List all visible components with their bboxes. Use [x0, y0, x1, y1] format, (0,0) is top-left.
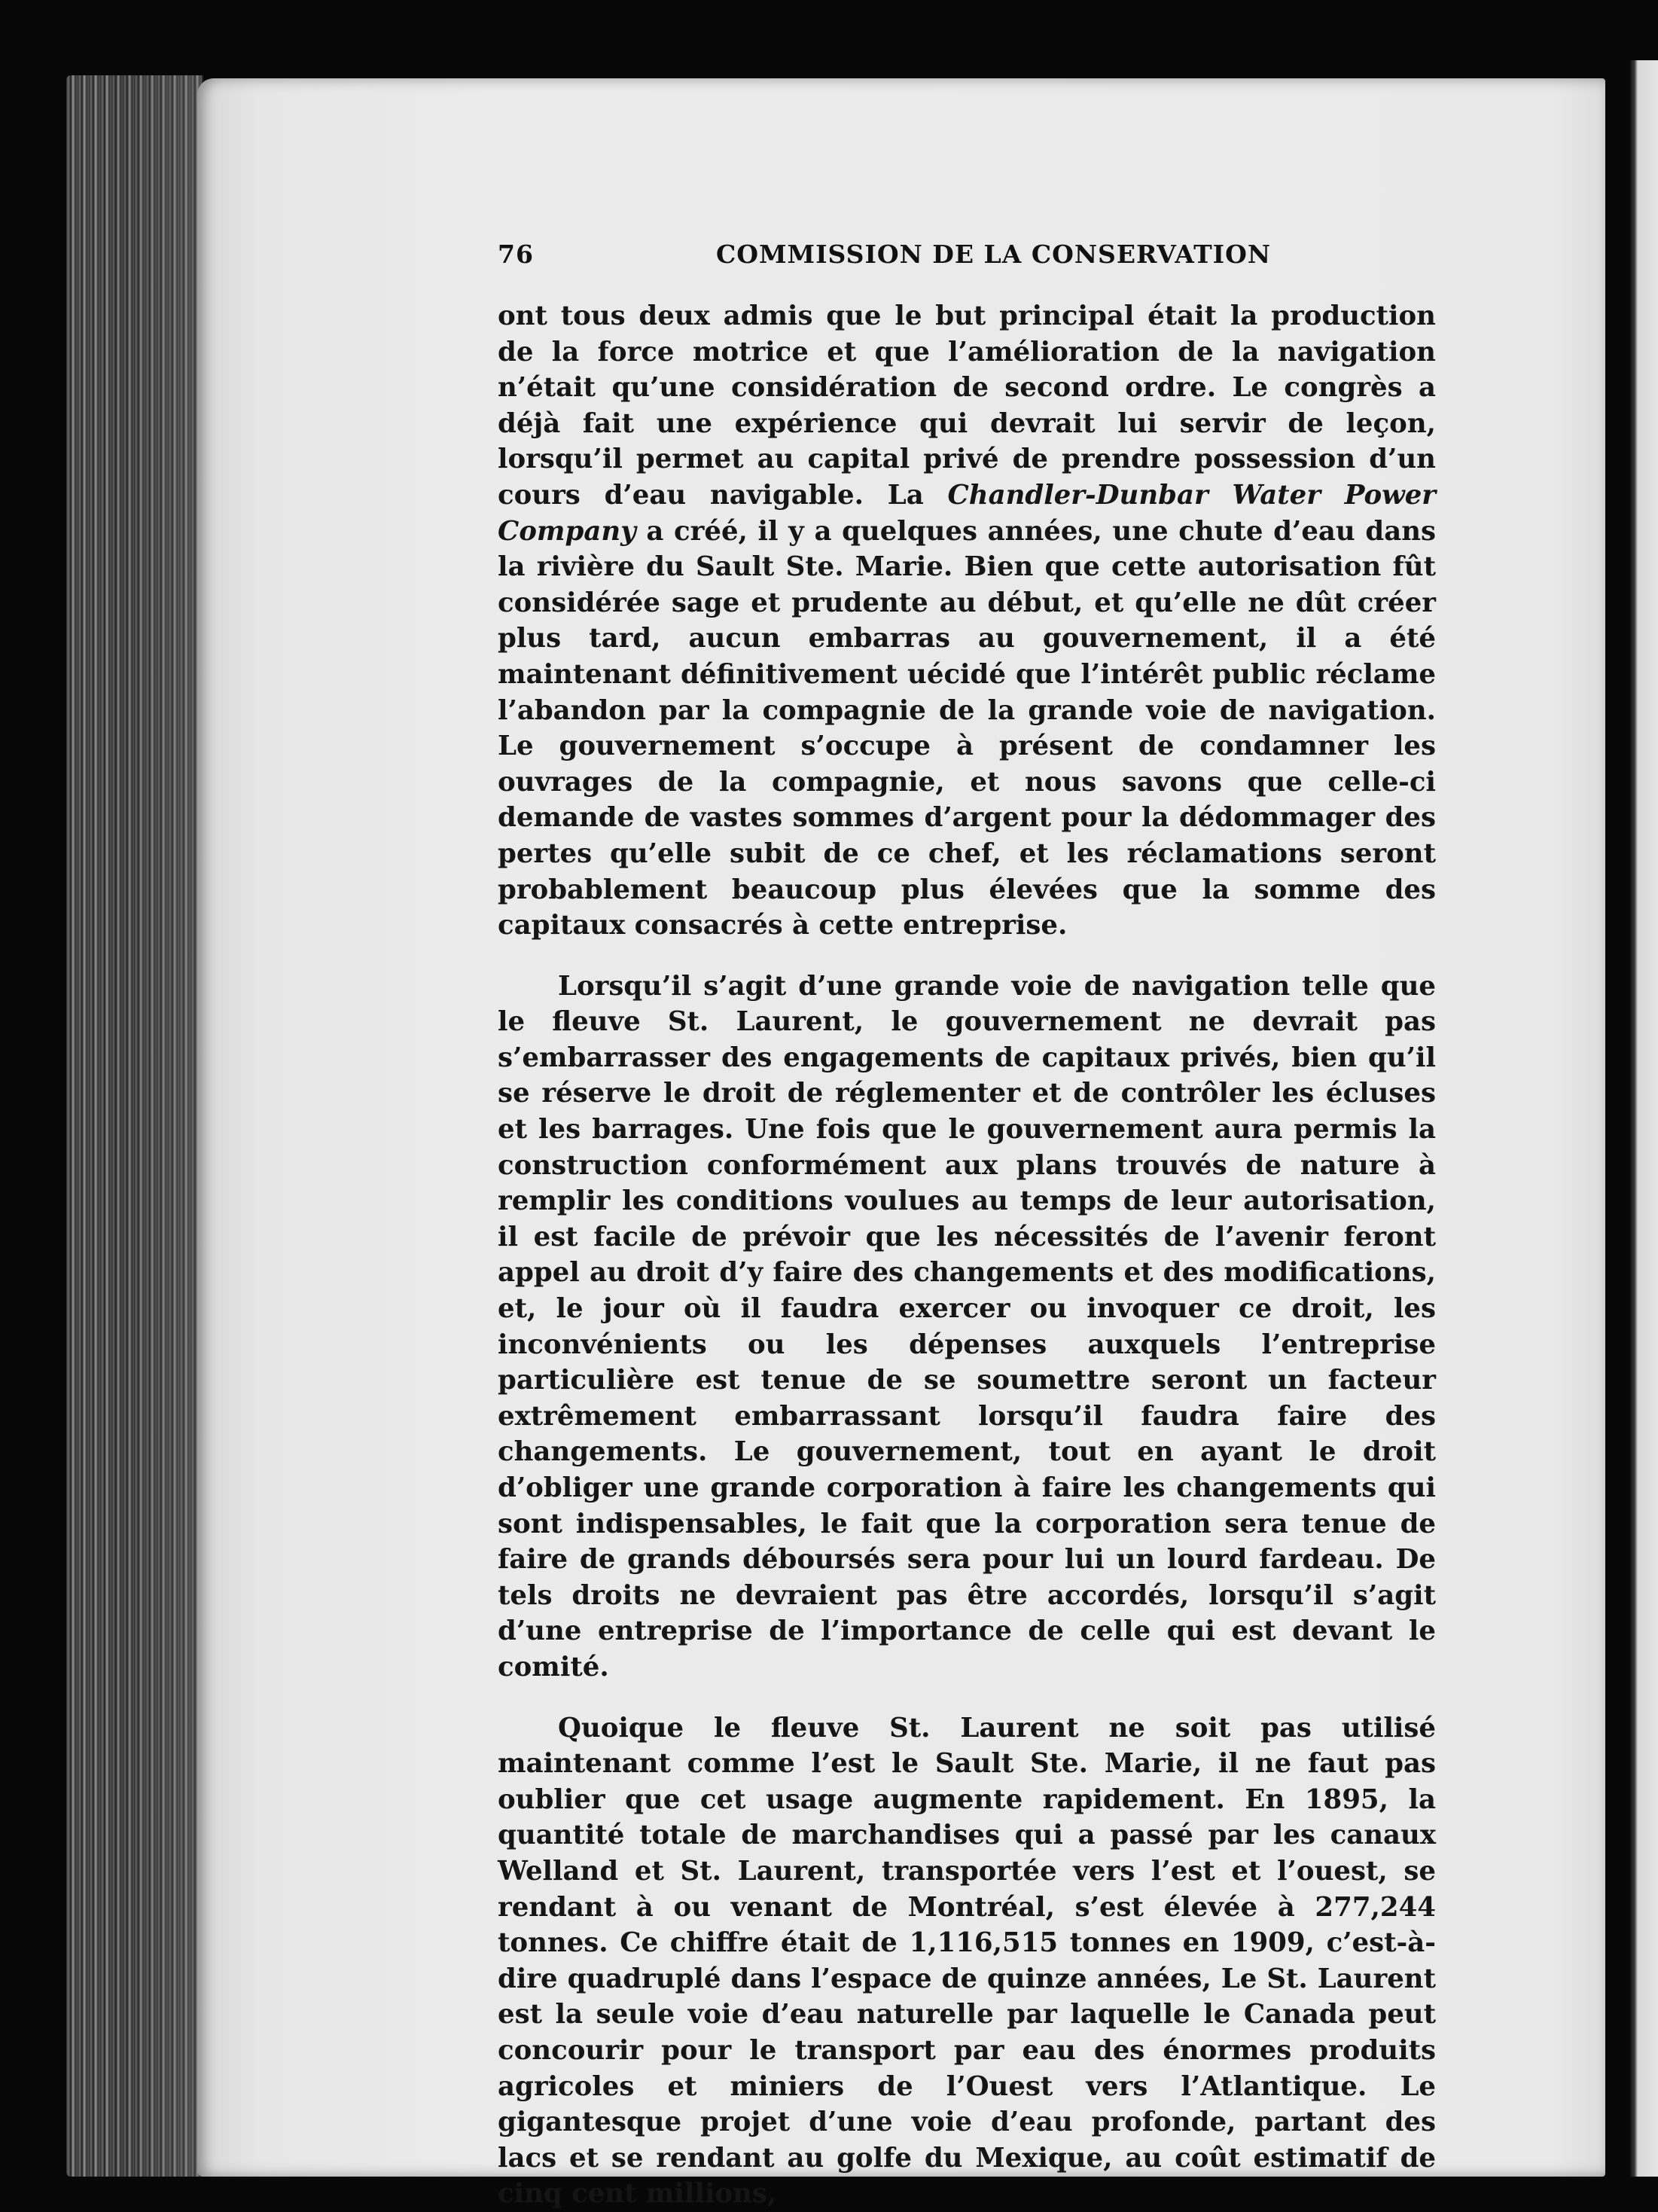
paragraph-2: Lorsqu’il s’agit d’une grande voie de navigation telle que le fleuve St. Laurent, le gouvernement ne devrait pas s’embarrasser des engagements de capitaux privés, bien qu’il se réserve le droit de réglementer et de contrôler les écluses et les barrages. Une fois que le gouvernement aura permis la construction conformément aux plans trouvés de nature à remplir les conditions voulues au temps de leur autorisation, il est facile de prévoir que les nécessités de l’avenir feront appel au droit d’y faire des changements et des modifications, et, le jour où il faudra exercer ou invoquer ce droit, les inconvénients ou les dépenses auxquels l’entreprise particulière est tenue de se soumettre seront un facteur extrêmement embarrassant lorsqu’il faudra faire des changements. Le gouvernement, tout en ayant le droit d’obliger une grande corporation à faire les changements qui sont indispensables, le fait que la corporation sera tenue de faire de grands déboursés sera pour lui un lourd fardeau. De tels droits ne devraient pas être accordés, lorsqu’il s’agit d’une entreprise de l’importance de celle qui est devant le comité.: [498, 970, 1436, 1683]
paragraph-1-text-a: ont tous deux admis que le but principal était la production de la force motrice et que l’amélioration de la navigation n’était qu’une considération de second ordre. Le congrès a déjà fait une expérience qui devrait lui servir de leçon, lorsqu’il permet au capital privé de prendre possession d’un cours d’eau navigable. La: [498, 301, 1436, 511]
running-title: COMMISSION DE LA CONSERVATION: [716, 240, 1271, 269]
running-head: [498, 240, 1436, 277]
body-text: [498, 298, 1436, 2212]
next-page-edge: [1630, 60, 1658, 2177]
paragraph-1-text-b: a créé, il y a quelques années, une chute d’eau dans la rivière du Sault Ste. Marie. Bien que cette autorisation fût considérée sage et prudente au début, et qu’elle ne dût créer plus tard, aucun embarras au gouvernement, il a été maintenant définitivement uécidé que l’intérêt public réclame l’abandon par la compagnie de la grande voie de navigation. Le gouvernement s’occupe à présent de condamner les ouvrages de la compagnie, et nous savons que celle-ci demande de vastes sommes d’argent pour la dédommager des pertes qu’elle subit de ce chef, et les réclamations seront probablement beaucoup plus élevées que la somme des capitaux consacrés à cette entreprise.: [498, 515, 1436, 941]
paragraph-continued: [498, 298, 1436, 944]
paragraph-3: Quoique le fleuve St. Laurent ne soit pas utilisé maintenant comme l’est le Sault Ste. Marie, il ne faut pas oublier que cet usage augmente rapidement. En 1895, la quantité totale de marchandises qui a passé par les canaux Welland et St. Laurent, transportée vers l’est et l’ouest, se rendant à ou venant de Montréal, s’est élevée à 277,244 tonnes. Ce chiffre était de 1,116,515 tonnes en 1909, c’est-à-dire quadruplé dans l’espace de quinze années, Le St. Laurent est la seule voie d’eau naturelle par laquelle le Canada peut concourir pour le transport par eau des énormes produits agricoles et miniers de l’Ouest vers l’Atlantique. Le gigantesque projet d’une voie d’eau profonde, partant des lacs et se rendant au golfe du Mexique, au coût estimatif de cinq cent millions,: [498, 1712, 1436, 2210]
company-name-italic: Chandler-Dunbar Water Power Company: [498, 479, 1437, 547]
page-edges-shadow: [113, 75, 203, 2177]
page-number: 76: [498, 240, 534, 269]
